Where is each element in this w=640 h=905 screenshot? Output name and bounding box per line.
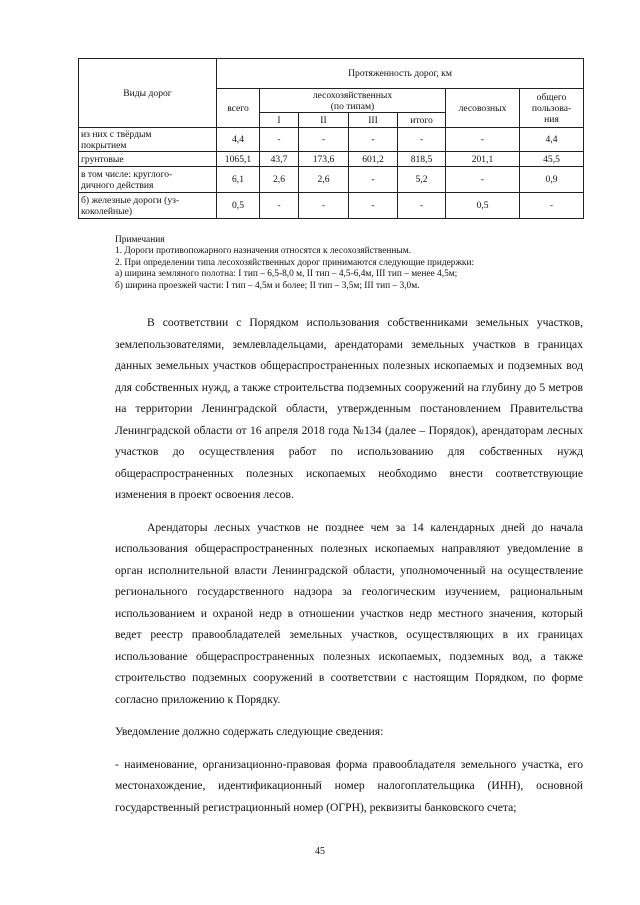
cell-type-2: 173,6 [299, 152, 349, 167]
cell-type-2: - [299, 193, 349, 219]
cell-type-2: 2,6 [299, 167, 349, 193]
row-label: в том числе: круглого- дичного действия [79, 167, 217, 193]
cell-type-3: - [349, 128, 398, 152]
paragraph-contents-intro: Уведомление должно содержать следующие сведения: [115, 725, 384, 738]
header-public-use: общего пользова- ния [520, 89, 584, 128]
cell-total: 4,4 [217, 128, 260, 152]
note-2a: а) ширина земляного полотна: I тип – 6,5-8,0 м, II тип – 4,5-6,4м, III тип – менее 4,5м; [115, 269, 458, 280]
cell-logging: - [446, 128, 520, 152]
page-number: 45 [315, 846, 325, 857]
header-road-types: Виды дорог [79, 59, 217, 128]
paragraph-list-item: - наименование, организационно-правовая форма правообладателя земельного участка, его местонахождение, идентификационный номер налогоплательщика (ИНН), основной государственный регистрационный номер (ОГРН), реквизиты банковского счета; [115, 757, 583, 814]
header-road-length: Протяженность дорог, км [217, 59, 584, 89]
table-row [79, 193, 584, 219]
cell-total: 0,5 [217, 193, 260, 219]
note-1: 1. Дороги противопожарного назначения относятся к лесохозяйственным. [115, 246, 412, 257]
header-total: всего [217, 89, 260, 128]
table-row [79, 152, 584, 167]
cell-public-use: 0,9 [520, 167, 584, 193]
row-label: грунтовые [79, 152, 217, 167]
cell-type-3: - [349, 167, 398, 193]
cell-public-use: 45,5 [520, 152, 584, 167]
note-2: 2. При определении типа лесохозяйственных дорог принимаются следующие придержки: [115, 257, 475, 268]
header-type-1: I [260, 113, 299, 128]
cell-type-1: - [260, 193, 299, 219]
cell-type-2: - [299, 128, 349, 152]
cell-public-use: - [520, 193, 584, 219]
cell-type-1: - [260, 128, 299, 152]
cell-subtotal: - [398, 193, 446, 219]
cell-subtotal: 818,5 [398, 152, 446, 167]
header-forestry: лесохозяйственных (по типам) [260, 89, 446, 113]
table-row [79, 167, 584, 193]
cell-public-use: 4,4 [520, 128, 584, 152]
cell-total: 6,1 [217, 167, 260, 193]
cell-subtotal: 5,2 [398, 167, 446, 193]
paragraph-procedure: В соответствии с Порядком использования собственниками земельных участков, землепользователями, землевладельцами, арендаторами земельных участков в границах данных земельных участков общераспространенных полезных ископаемых и подземных вод для собственных нужд, а также строительства подземных сооружений на глубину до 5 метров на территории Ленинградской области, утвержденным постановлением Правительства Ленинградской области от 16 апреля 2018 года №134 (далее – Порядок), арендаторам лесных участков до осуществления работ по использованию для собственных нужд общераспространенных полезных ископаемых необходимо внести соответствующие изменения в проект освоения лесов. [115, 316, 583, 501]
cell-type-1: 2,6 [260, 167, 299, 193]
body-text [115, 312, 583, 818]
cell-type-1: 43,7 [260, 152, 299, 167]
row-label: из них с твёрдым покрытием [79, 128, 217, 152]
cell-subtotal: - [398, 128, 446, 152]
notes-title: Примечания [115, 235, 165, 245]
row-label: б) железные дороги (уз- коколейные) [79, 193, 217, 219]
header-type-3: III [349, 113, 398, 128]
roads-table [78, 58, 584, 219]
cell-type-3: - [349, 193, 398, 219]
table-notes [115, 235, 585, 292]
cell-logging: - [446, 167, 520, 193]
table-row [79, 128, 584, 152]
note-2b: б) ширина проезжей части: I тип – 4,5м и более; II тип – 3,5м; III тип – 3,0м. [115, 280, 420, 291]
cell-type-3: 601,2 [349, 152, 398, 167]
paragraph-notification: Арендаторы лесных участков не позднее чем за 14 календарных дней до начала использования общераспространенных полезных ископаемых направляют уведомление в орган исполнительной власти Ленинградской области, уполномоченный на осуществление регионального государственного надзора за геологическим изучением, рациональным использованием и охраной недр в отношении участков недр местного значения, который ведет реестр правообладателей земельных участков, осуществляющих в их границах использование общераспространенных полезных ископаемых, подземных вод, а также строительство подземных сооружений в соответствии с настоящим Порядком, по форме согласно приложению к Порядку. [115, 520, 583, 706]
header-logging: лесовозных [446, 89, 520, 128]
cell-logging: 201,1 [446, 152, 520, 167]
header-type-2: II [299, 113, 349, 128]
cell-logging: 0,5 [446, 193, 520, 219]
header-subtotal: итого [398, 113, 446, 128]
cell-total: 1065,1 [217, 152, 260, 167]
